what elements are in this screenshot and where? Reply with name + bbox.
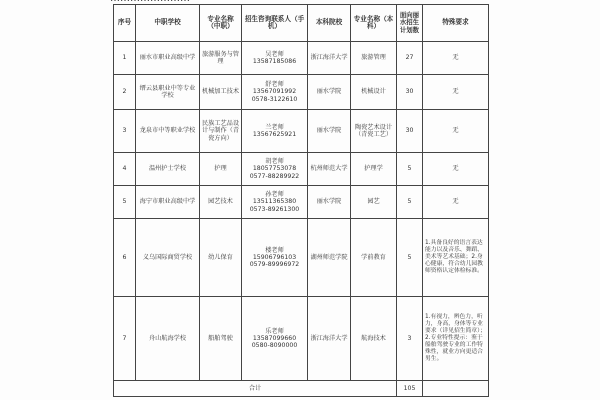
cell-contact (242, 297, 308, 381)
cell-major-sec: 幼儿保育 (200, 219, 242, 297)
cell-special: 无 (423, 42, 489, 75)
cell-contact (242, 153, 308, 186)
table-row (114, 153, 489, 186)
cell-contact (242, 42, 308, 75)
cell-seq: 3 (114, 110, 136, 153)
contact-phone: 13567091992 (252, 88, 297, 96)
cell-major-bach: 园艺 (351, 186, 397, 219)
cell-major-sec: 园艺技术 (200, 186, 242, 219)
cell-major-bach: 机械设计 (351, 75, 397, 110)
cell-school: 义乌国际商贸学校 (136, 219, 200, 297)
contact-name: 胡老师 (265, 158, 284, 166)
contact-phone: 13587185086 (252, 58, 297, 65)
cell-seq: 7 (114, 297, 136, 381)
cell-school: 龙泉市中等职业学校 (136, 110, 200, 153)
cell-plan: 30 (397, 110, 423, 153)
total-row (114, 381, 489, 397)
cell-plan: 3 (397, 297, 423, 381)
cell-major-sec: 护理 (200, 153, 242, 186)
table-row (114, 186, 489, 219)
cell-seq: 2 (114, 75, 136, 110)
cell-special: 无 (423, 186, 489, 219)
contact-extra: 0577-88289922 (249, 172, 300, 180)
contact-phone: 13511365380 (252, 198, 297, 206)
cell-major-bach: 航海技术 (351, 297, 397, 381)
cell-major-bach: 学前教育 (351, 219, 397, 297)
cell-school: 温州护士学校 (136, 153, 200, 186)
contact-name: 乐老师 (265, 327, 284, 335)
cell-seq: 4 (114, 153, 136, 186)
cell-contact (242, 75, 308, 110)
cell-special-note: 1.具备良好的语言表达能力以及音乐、舞蹈、美术等艺术基础；2.身心健康，符合幼儿园教师资格认定体检标准。 (423, 219, 489, 297)
cell-special: 无 (423, 153, 489, 186)
contact-phone: 13567625921 (252, 131, 297, 138)
contact-name: 楼老师 (265, 246, 284, 254)
cell-contact (242, 186, 308, 219)
cell-university: 浙江海洋大学 (308, 42, 351, 75)
cell-university: 丽水学院 (308, 75, 351, 110)
cell-major-bach: 旅游管理 (351, 42, 397, 75)
cell-plan: 5 (397, 186, 423, 219)
enrollment-table (113, 4, 489, 397)
cell-university: 杭州师范大学 (308, 153, 351, 186)
contact-phone: 13587099660 (252, 334, 297, 342)
cell-plan: 5 (397, 219, 423, 297)
contact-name: 孙老师 (265, 191, 284, 199)
cell-seq: 5 (114, 186, 136, 219)
cell-plan: 5 (397, 153, 423, 186)
cell-major-sec: 民族工艺品设计与制作（青瓷方向） (200, 110, 242, 153)
contact-phone: 18057753078 (252, 165, 297, 173)
contact-extra: 0578-3122610 (251, 95, 298, 103)
cell-contact (242, 219, 308, 297)
table-row (114, 42, 489, 75)
contact-name: 舒老师 (265, 81, 284, 89)
header-contact: 招生咨询联系人（手机） (242, 5, 308, 42)
cell-school: 舟山航海学校 (136, 297, 200, 381)
contact-name: 兰老师 (265, 123, 284, 131)
table-row (114, 219, 489, 297)
header-seq: 序号 (114, 5, 136, 42)
cell-special: 无 (423, 75, 489, 110)
cell-university: 浙江海洋大学 (308, 297, 351, 381)
cell-special: 无 (423, 110, 489, 153)
cell-seq: 6 (114, 219, 136, 297)
total-value: 105 (397, 381, 423, 397)
cell-special-note: 1.有视力，辨色力，听力，身高，身体等专业要求（详见招生简章）；2.专业特性提示：鉴于船舶驾驶专业的工作特殊性，就业方向更适合男生。 (423, 297, 489, 381)
total-label: 合计 (114, 381, 397, 397)
table-row (114, 75, 489, 110)
header-university: 本科院校 (308, 5, 351, 42)
header-school: 中职学校 (136, 5, 200, 42)
contact-extra: 0580-8090000 (251, 342, 298, 350)
contact-extra: 0573-89261300 (249, 205, 300, 213)
cell-school: 缙云县职业中等专业学校 (136, 75, 200, 110)
cell-school: 海宁市职业高级中学 (136, 186, 200, 219)
total-empty (423, 381, 489, 397)
cell-major-bach: 陶瓷艺术设计（青瓷工艺） (351, 110, 397, 153)
cell-major-bach: 护理学 (351, 153, 397, 186)
cell-plan: 30 (397, 75, 423, 110)
cell-school: 丽水市职业高级中学 (136, 42, 200, 75)
table-row (114, 110, 489, 153)
contact-phone: 15906796103 (252, 253, 297, 261)
contact-name: 吴老师 (265, 50, 284, 58)
header-row (114, 5, 489, 42)
cell-university: 丽水学院 (308, 110, 351, 153)
header-major-bach: 专业名称（本科） (351, 5, 397, 42)
cell-major-sec: 船舶驾驶 (200, 297, 242, 381)
cell-university: 丽水学院 (308, 186, 351, 219)
cell-major-sec: 机械加工技术 (200, 75, 242, 110)
cell-major-sec: 旅游服务与管理 (200, 42, 242, 75)
table-row (114, 297, 489, 381)
cell-university: 湖州师范学院 (308, 219, 351, 297)
cell-seq: 1 (114, 42, 136, 75)
cell-plan: 27 (397, 42, 423, 75)
header-major-sec: 专业名称（中职） (200, 5, 242, 42)
cell-contact (242, 110, 308, 153)
header-special: 特殊要求 (423, 5, 489, 42)
contact-extra: 0579-89996972 (249, 261, 300, 269)
header-plan: 面向丽水招生计划数 (397, 5, 423, 42)
